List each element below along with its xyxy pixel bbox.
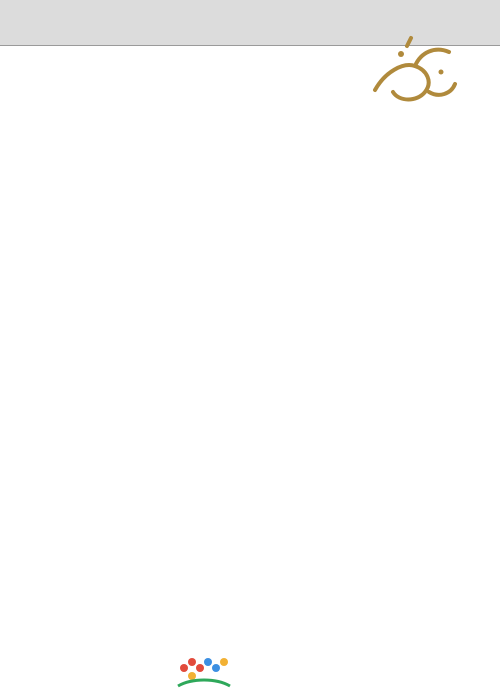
- store-logo: [172, 654, 236, 694]
- publisher-logo: [355, 32, 465, 122]
- footer-banner: [0, 648, 500, 700]
